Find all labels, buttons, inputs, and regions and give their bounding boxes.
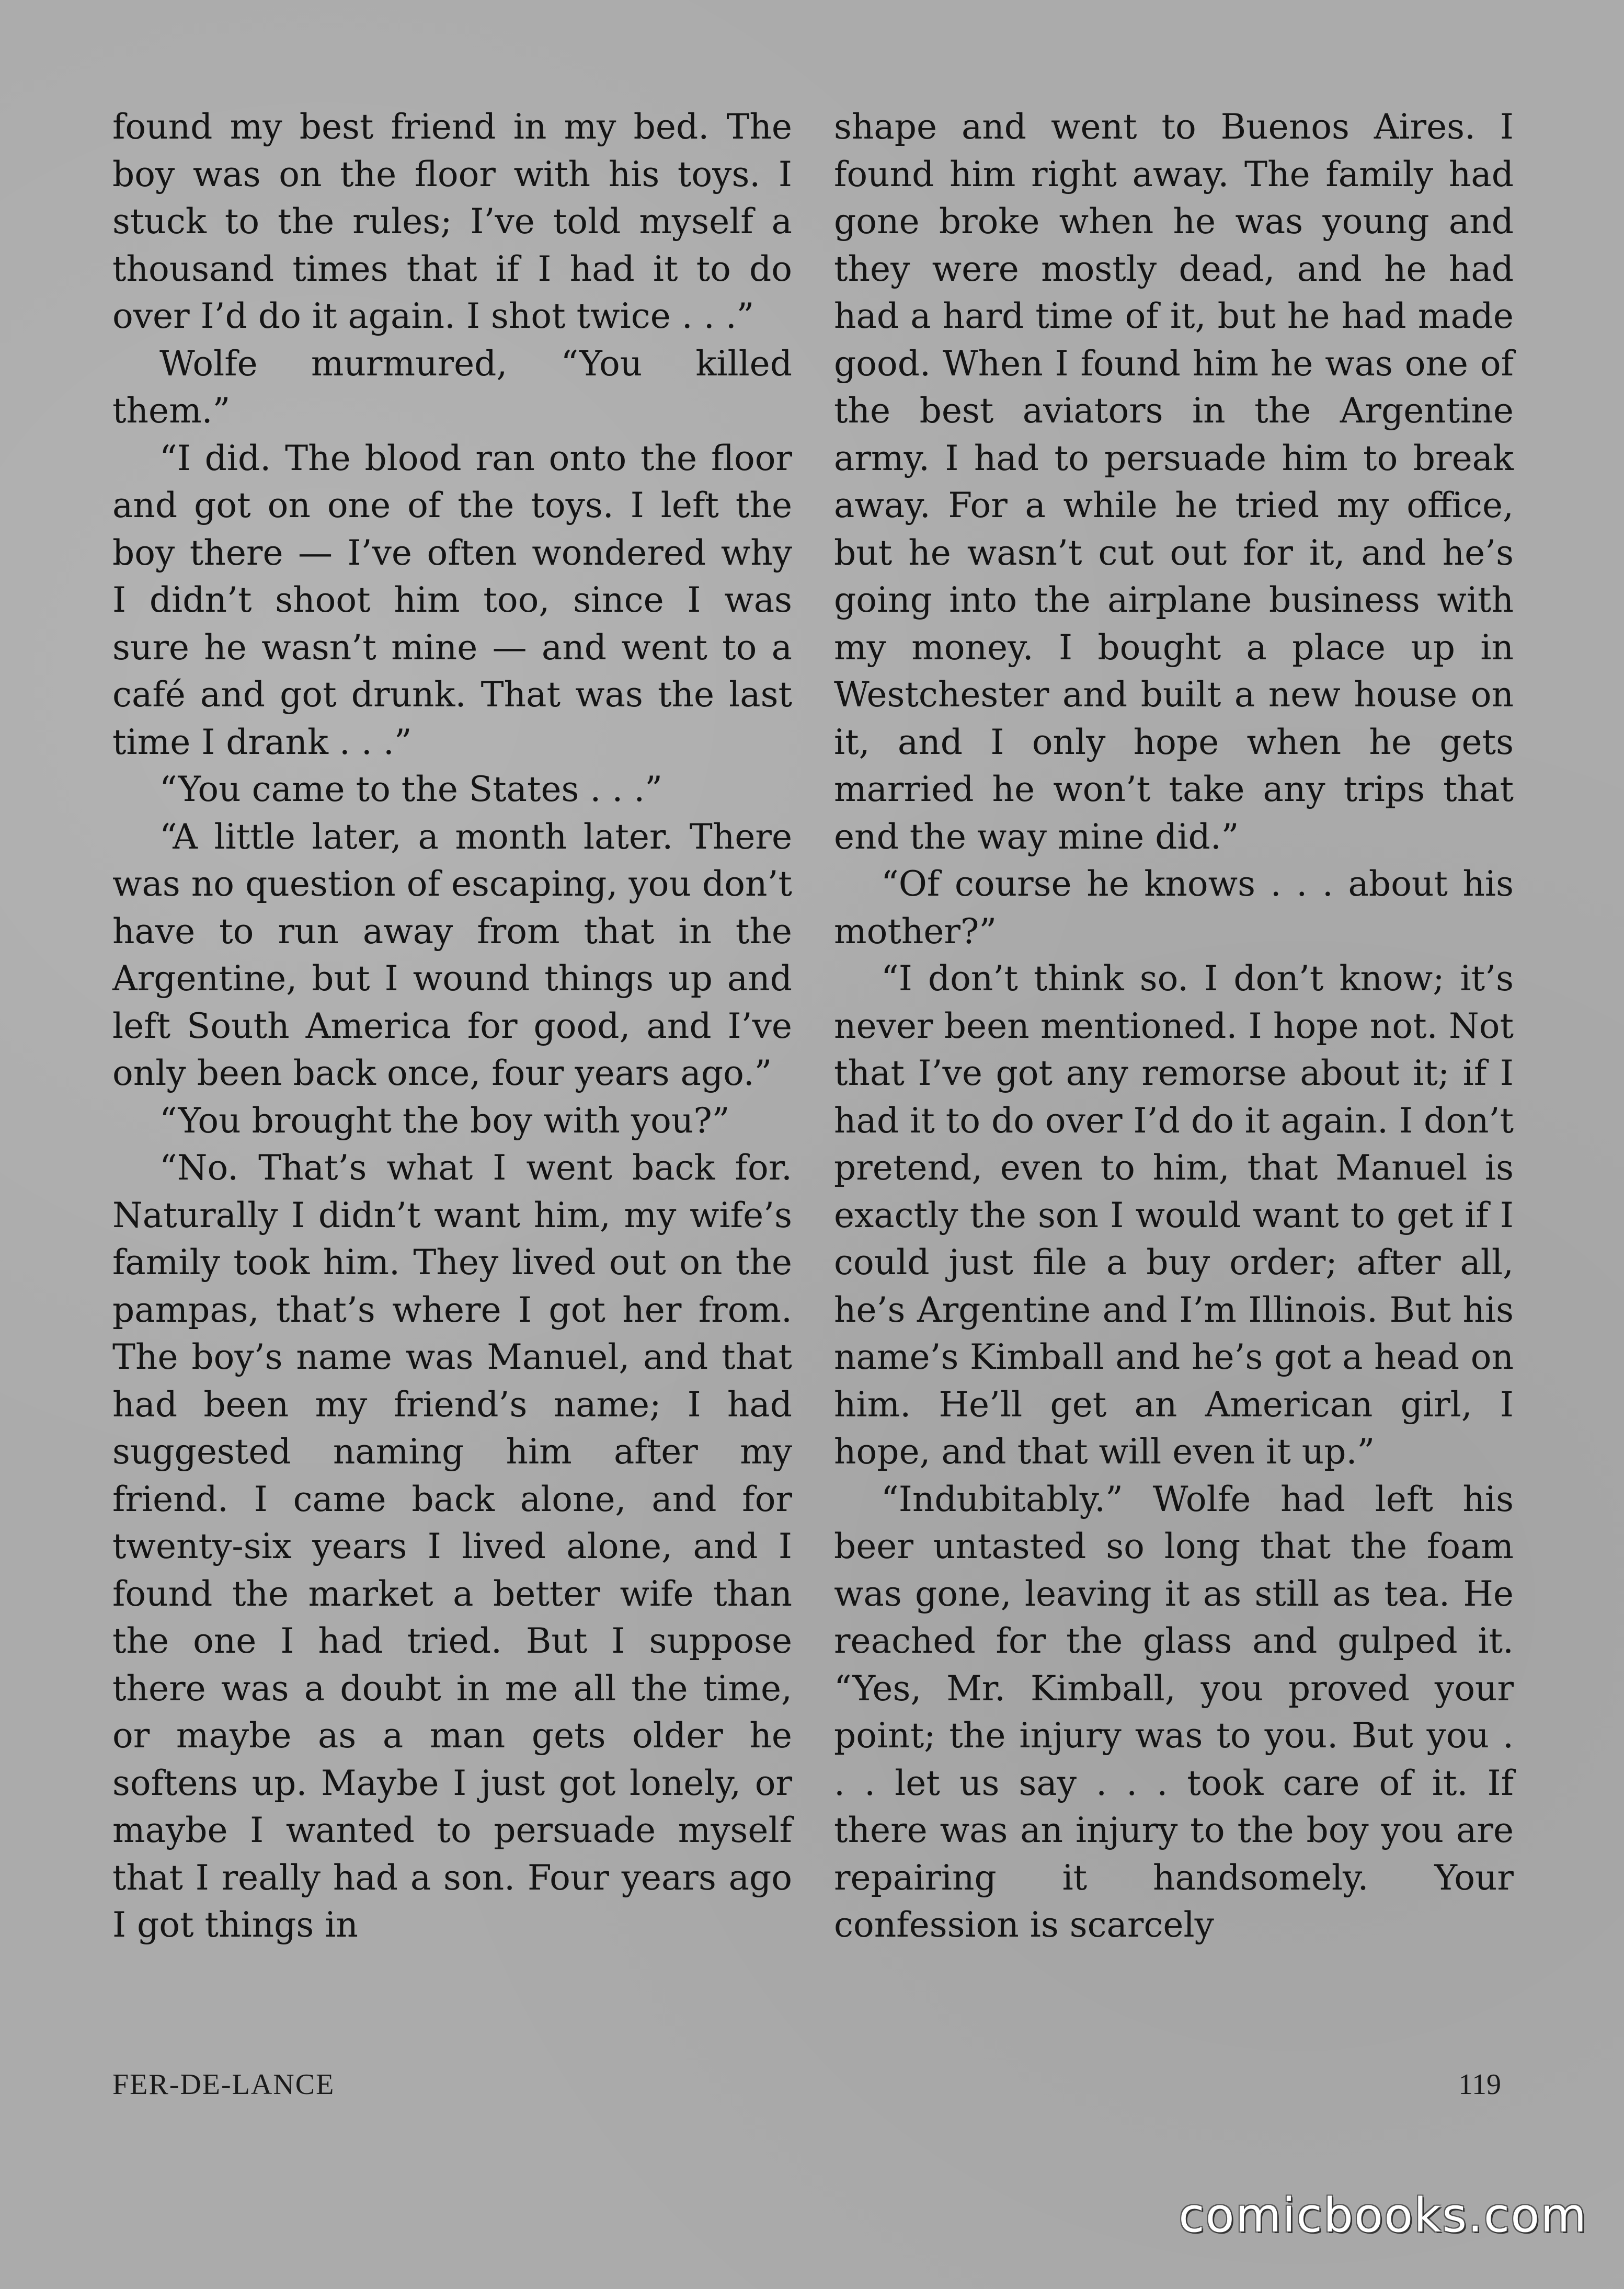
text-column-left [112, 104, 792, 1949]
paragraph: Wolfe murmured, “You killed them.” [112, 343, 792, 431]
paragraph: “Of course he knows . . . about his mother?” [834, 864, 1514, 952]
paragraph: “Indubitably.” Wolfe had left his beer untasted so long that the foam was gone, leaving it as still as tea. He reached for the glass and gulped it. “Yes, Mr. Kimball, you proved your point; the injury was to you. But you . . . let us say . . . took care of it. If there was an injury to the boy you are repairing it handsomely. Your confession is scarcely [834, 1479, 1514, 1945]
paragraph: found my best friend in my bed. The boy was on the floor with his toys. I stuck to the rules; I’ve told myself a thousand times that if I had it to do over I’d do it again. I shot twice . . .” [112, 107, 792, 336]
paragraph: “You brought the boy with you?” [159, 1100, 730, 1141]
running-footer-title: FER-DE-LANCE [112, 2068, 335, 2101]
watermark-logo: comicbooks.com [1179, 2188, 1587, 2243]
paragraph: “No. That’s what I went back for. Naturally I didn’t want him, my wife’s family took him. They lived out on the pampas, that’s where I got her from. The boy’s name was Manuel, and that had been my friend’s name; I had suggested naming him after my friend. I came back alone, and for twenty-six years I lived alone, and I found the market a better wife than the one I had tried. But I suppose there was a doubt in me all the time, or maybe as a man gets older he softens up. Maybe I just got lonely, or maybe I wanted to persuade myself that I really had a son. Four years ago I got things in [112, 1148, 792, 1945]
paragraph: “I did. The blood ran onto the floor and got on one of the toys. I left the boy there — I’ve often wondered why I didn’t shoot him too, since I was sure he wasn’t mine — and went to a café and got drunk. That was the last time I drank . . .” [112, 438, 792, 762]
paragraph: “I don’t think so. I don’t know; it’s never been mentioned. I hope not. Not that I’ve got any remorse about it; if I had it to do over I’d do it again. I don’t pretend, even to him, that Manuel is exactly the son I would want to get if I could just file a buy order; after all, he’s Argentine and I’m Illinois. But his name’s Kimball and he’s got a head on him. He’ll get an American girl, I hope, and that will even it up.” [834, 958, 1514, 1472]
text-column-right [834, 104, 1514, 1949]
page-number: 119 [1458, 2068, 1501, 2101]
paragraph: “A little later, a month later. There was no question of escaping, you don’t have to run away from that in the Argentine, but I wound things up and left South America for good, and I’ve only been back once, four years ago.” [112, 816, 792, 1093]
paragraph: “You came to the States . . .” [159, 769, 663, 809]
paragraph: shape and went to Buenos Aires. I found him right away. The family had gone broke when he was young and they were mostly dead, and he had had a hard time of it, but he had made good. When I found him he was one of the best aviators in the Argentine army. I had to persuade him to break away. For a while he tried my office, but he wasn’t cut out for it, and he’s going into the airplane business with my money. I bought a place up in Westchester and built a new house on it, and I only hope when he gets married he won’t take any trips that end the way mine did.” [834, 107, 1514, 857]
